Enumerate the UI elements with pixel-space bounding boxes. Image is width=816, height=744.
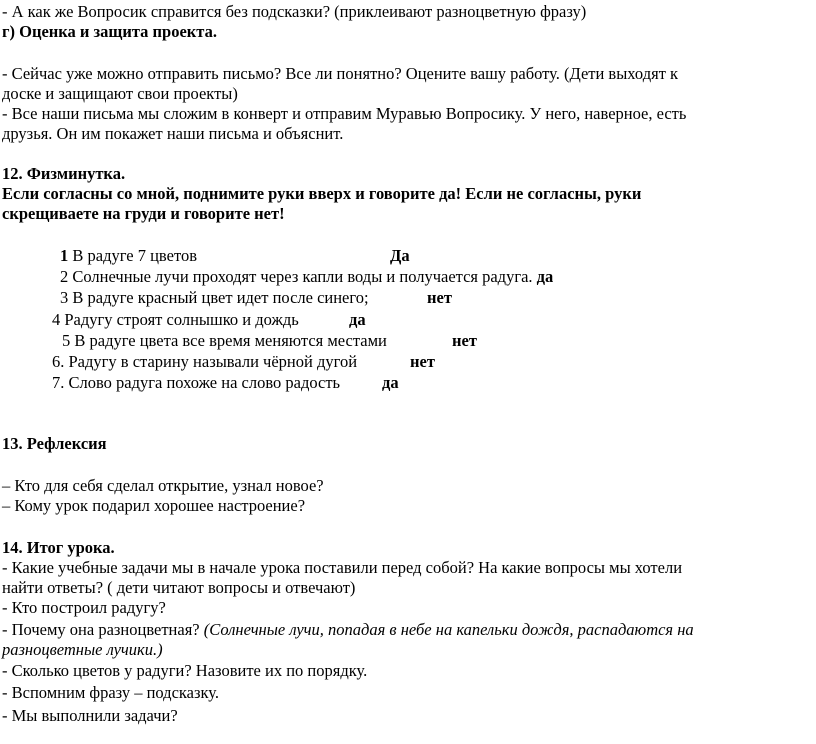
quiz-item: 4 Радугу строят солнышко и дождь bbox=[52, 310, 299, 329]
text-line: - Все наши письма мы сложим в конверт и отправим Муравью Вопросику. У него, наверное, есть bbox=[2, 104, 687, 123]
instruction-line: скрещиваете на груди и говорите нет! bbox=[2, 204, 285, 223]
text-line: - Какие учебные задачи мы в начале урока поставили перед собой? На какие вопросы мы хотели bbox=[2, 558, 683, 577]
quiz-answer: Да bbox=[390, 246, 410, 265]
quiz-item-text: 2 Солнечные лучи проходят через капли воды и получается радуга. bbox=[60, 267, 533, 286]
quiz-item bbox=[60, 267, 553, 287]
text-line: - Вспомним фразу – подсказку. bbox=[2, 683, 220, 702]
text-line bbox=[2, 620, 694, 640]
quiz-item: 3 В радуге красный цвет идет после синего; bbox=[60, 288, 369, 307]
text-line: – Кому урок подарил хорошее настроение? bbox=[2, 496, 306, 515]
text-line: - Сейчас уже можно отправить письмо? Все ли понятно? Оцените вашу работу. (Дети выходят к bbox=[2, 64, 679, 83]
section-heading: 13. Рефлексия bbox=[2, 434, 107, 453]
section-heading: 14. Итог урока. bbox=[2, 538, 115, 557]
text-line: - Мы выполнили задачи? bbox=[2, 706, 178, 725]
quiz-answer: нет bbox=[427, 288, 452, 307]
instruction-line: Если согласны со мной, поднимите руки вверх и говорите да! Если не согласны, руки bbox=[2, 184, 642, 203]
quiz-item bbox=[60, 246, 197, 266]
text-line: найти ответы? ( дети читают вопросы и отвечают) bbox=[2, 578, 356, 597]
question-text: - Почему она разноцветная? bbox=[2, 620, 204, 639]
text-line: - Сколько цветов у радуги? Назовите их по порядку. bbox=[2, 661, 368, 680]
quiz-item-text: В радуге 7 цветов bbox=[68, 246, 197, 265]
text-line: - Кто построил радугу? bbox=[2, 598, 166, 617]
quiz-answer: нет bbox=[452, 331, 477, 350]
text-line: – Кто для себя сделал открытие, узнал новое? bbox=[2, 476, 324, 495]
section-heading: 12. Физминутка. bbox=[2, 164, 126, 183]
quiz-answer: нет bbox=[410, 352, 435, 371]
quiz-item: 7. Слово радуга похоже на слово радость bbox=[52, 373, 341, 392]
section-heading: г) Оценка и защита проекта. bbox=[2, 22, 217, 41]
quiz-answer: да bbox=[382, 373, 399, 392]
quiz-answer: да bbox=[532, 267, 554, 286]
text-line: друзья. Он им покажет наши письма и объяснит. bbox=[2, 124, 344, 143]
quiz-item-number: 1 bbox=[60, 246, 69, 265]
answer-italic: (Солнечные лучи, попадая в небе на капельки дождя, распадаются на bbox=[203, 620, 694, 639]
answer-italic: разноцветные лучики.) bbox=[2, 640, 163, 659]
quiz-item: 6. Радугу в старину называли чёрной дугой bbox=[52, 352, 358, 371]
text-line: доске и защищают свои проекты) bbox=[2, 84, 238, 103]
quiz-item: 5 В радуге цвета все время меняются местами bbox=[62, 331, 387, 350]
quiz-answer: да bbox=[349, 310, 366, 329]
text-line: - А как же Вопросик справится без подсказки? (приклеивают разноцветную фразу) bbox=[2, 2, 587, 21]
